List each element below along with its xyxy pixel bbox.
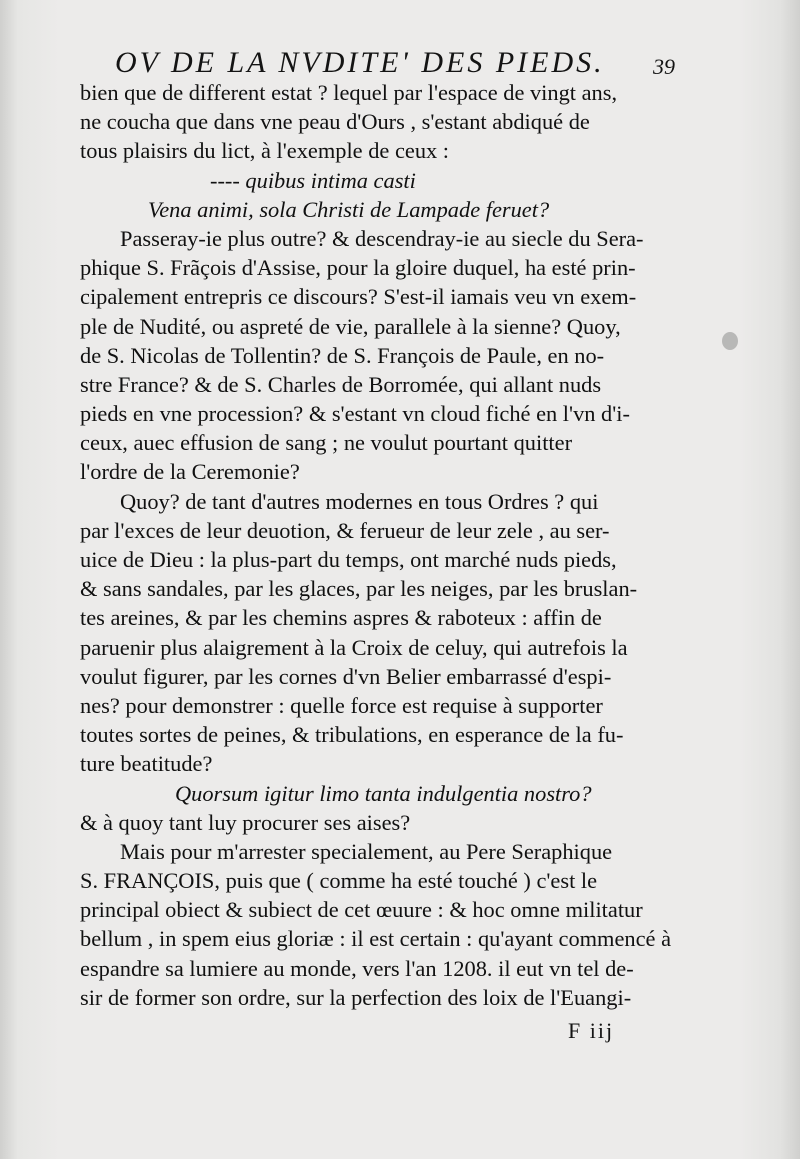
text-line: Mais pour m'arrester specialement, au Pere Seraphique [120, 838, 613, 864]
text-line: stre France? & de S. Charles de Borromée, qui allant nuds [80, 371, 602, 397]
text-line: ple de Nudité, ou aspreté de vie, parallele à la sienne? Quoy, [80, 313, 621, 339]
text-line: ne coucha que dans vne peau d'Ours , s'estant abdiqué de [80, 109, 590, 135]
text-line: l'ordre de la Ceremonie? [80, 459, 300, 485]
text-line: ceux, auec effusion de sang ; ne voulut pourtant quitter [80, 430, 573, 456]
text-line: pieds en vne procession? & s'estant vn cloud fiché en l'vn d'i- [80, 401, 630, 427]
text-line: bien que de different estat ? lequel par l'espace de vingt ans, [80, 80, 618, 105]
page-number: 39 [653, 54, 675, 79]
text-line: principal obiect & subiect de cet œuure : & hoc omne militatur [80, 897, 643, 923]
verse-line: ---- quibus intima casti [210, 167, 416, 193]
text-line: par l'exces de leur deuotion, & ferueur de leur zele , au ser- [80, 517, 610, 543]
text-line: toutes sortes de peines, & tribulations, en esperance de la fu- [80, 722, 624, 748]
text-line: de S. Nicolas de Tollentin? de S. François de Paule, en no- [80, 342, 605, 368]
ink-smudge [722, 332, 738, 350]
verse-line: Quorsum igitur limo tanta indulgentia nostro? [175, 780, 592, 806]
text-line: Passeray-ie plus outre? & descendray-ie au siecle du Sera- [120, 225, 644, 251]
verse-line: Vena animi, sola Christi de Lampade feruet? [148, 196, 550, 222]
text-line: sir de former son ordre, sur la perfection des loix de l'Euangi- [80, 984, 632, 1010]
signature-mark: F iij [568, 1018, 615, 1043]
text-line: paruenir plus alaigrement à la Croix de celuy, qui autrefois la [80, 634, 628, 660]
body-text [80, 78, 680, 1012]
text-line: S. FRANÇOIS, puis que ( comme ha esté touché ) c'est le [80, 868, 598, 894]
text-line: tes areines, & par les chemins aspres & raboteux : affin de [80, 605, 602, 631]
text-line: cipalement entrepris ce discours? S'est-il iamais veu vn exem- [80, 284, 637, 310]
text-line: uice de Dieu : la plus-part du temps, ont marché nuds pieds, [80, 547, 617, 572]
text-line: & à quoy tant luy procurer ses aises? [80, 809, 411, 835]
text-line: espandre sa lumiere au monde, vers l'an 1208. il eut vn tel de- [80, 955, 634, 981]
text-line: phique S. Frãçois d'Assise, pour la gloire duquel, ha esté prin- [80, 255, 636, 281]
text-line: nes? pour demonstrer : quelle force est requise à supporter [80, 692, 603, 718]
text-line: ture beatitude? [80, 751, 213, 777]
text-line: tous plaisirs du lict, à l'exemple de ceux : [80, 138, 450, 164]
running-title: OV DE LA NVDITE' DES PIEDS. [115, 46, 605, 79]
text-line: bellum , in spem eius gloriæ : il est certain : qu'ayant commencé à [80, 926, 672, 952]
text-line: Quoy? de tant d'autres modernes en tous Ordres ? qui [120, 488, 599, 514]
text-line: & sans sandales, par les glaces, par les neiges, par les bruslan- [80, 576, 638, 602]
text-line: voulut figurer, par les cornes d'vn Belier embarrassé d'espi- [80, 663, 612, 689]
